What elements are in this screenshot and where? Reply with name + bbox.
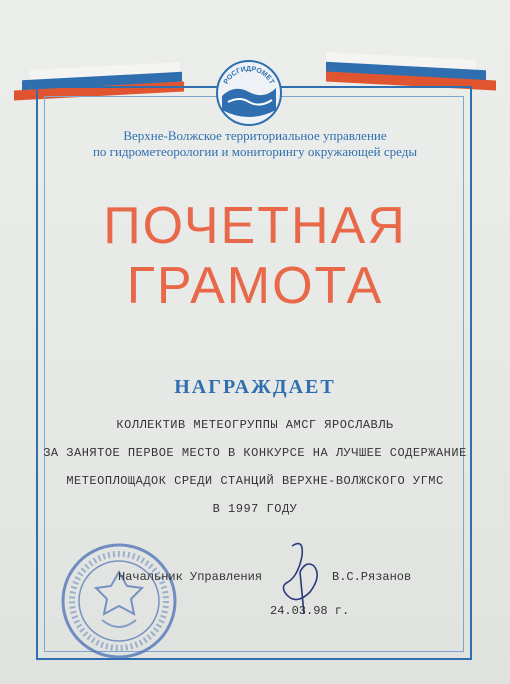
award-reason-line2: МЕТЕОПЛОЩАДОК СРЕДИ СТАНЦИЙ ВЕРХНЕ-ВОЛЖСКОГО УГМС	[66, 474, 444, 488]
signatory-position: Начальник Управления	[118, 570, 263, 584]
signatory-name: В.С.Рязанов	[332, 570, 412, 584]
award-heading: НАГРАЖДАЕТ	[174, 376, 336, 398]
award-reason-line1: ЗА ЗАНЯТОЕ ПЕРВОЕ МЕСТО В КОНКУРСЕ НА ЛУЧШЕЕ СОДЕРЖАНИЕ	[43, 446, 467, 460]
rosgidromet-emblem-icon	[214, 58, 284, 128]
certificate-title-line2: ГРАМОТА	[126, 257, 384, 315]
organization-name-line2: по гидрометеорологии и мониторингу окружающей среды	[92, 144, 418, 159]
award-year-line: В 1997 ГОДУ	[212, 502, 298, 516]
award-recipient-line: КОЛЛЕКТИВ МЕТЕОГРУППЫ АМСГ ЯРОСЛАВЛЬ	[116, 418, 394, 432]
organization-name-line1: Верхне-Волжское территориальное управление	[123, 128, 387, 143]
document-date: 24.03.98 г.	[270, 604, 350, 618]
round-official-stamp-icon	[60, 542, 178, 660]
emblem-label: РОСГИДРОМЕТ	[222, 65, 276, 86]
certificate-title-line1: ПОЧЕТНАЯ	[103, 197, 407, 255]
